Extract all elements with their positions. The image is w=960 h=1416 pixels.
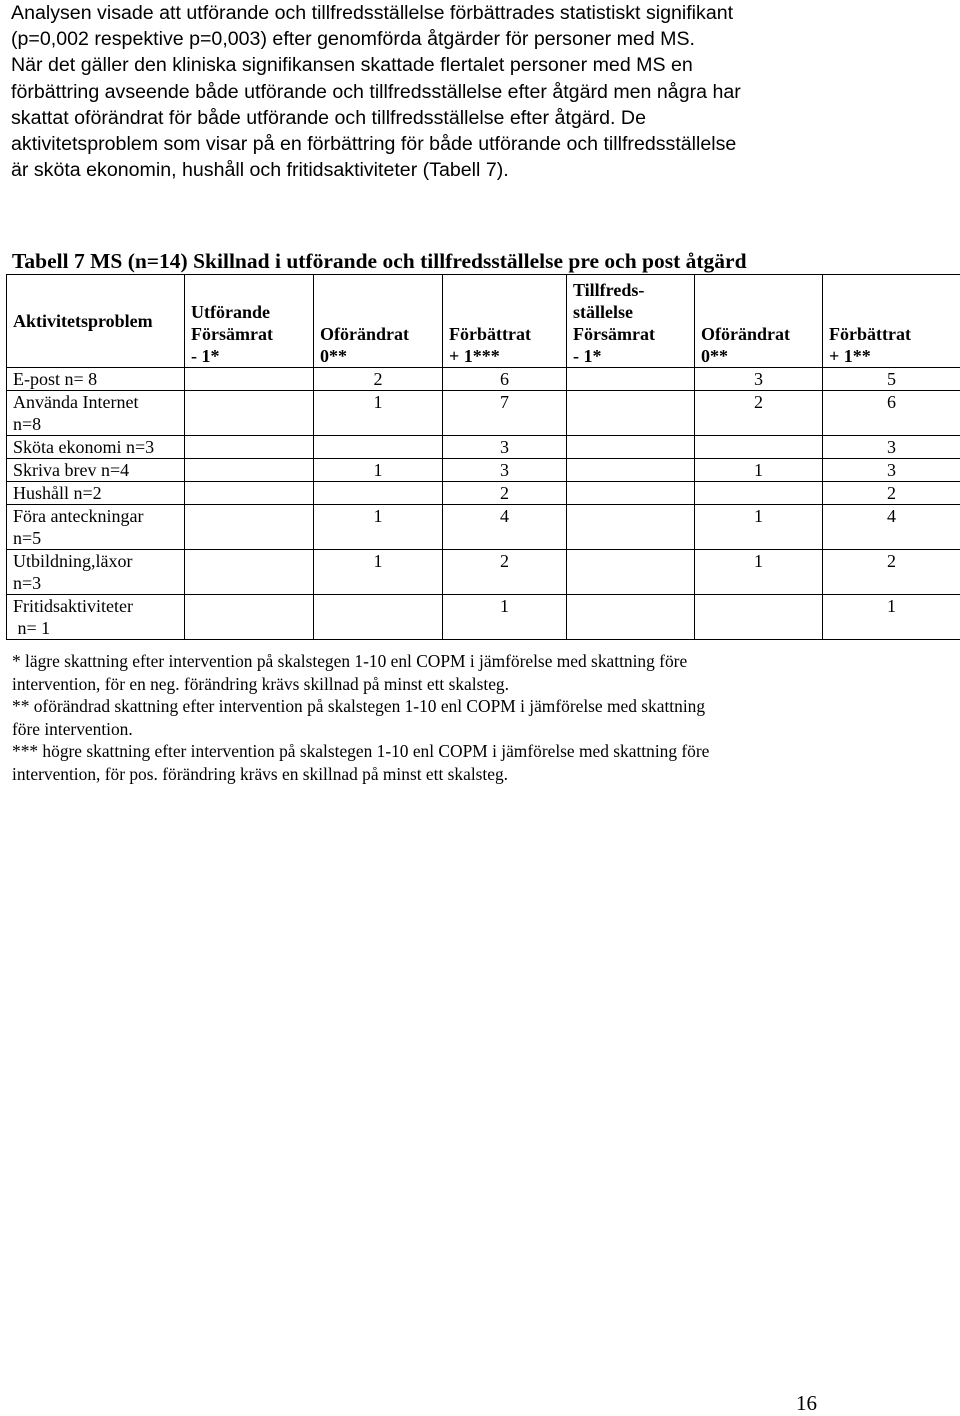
table-cell <box>185 436 314 459</box>
table-cell: 3 <box>823 459 960 482</box>
table-cell <box>314 595 443 640</box>
table-cell: 3 <box>443 436 567 459</box>
intro-line: är sköta ekonomin, hushåll och fritidsaktiviteter (Tabell 7). <box>11 157 951 183</box>
header-text: Oförändrat <box>701 323 822 345</box>
header-text: 0** <box>320 345 442 367</box>
row-label-text: n=8 <box>13 413 184 435</box>
header-text: Oförändrat <box>320 323 442 345</box>
table-cell: 2 <box>314 368 443 391</box>
header-tillfredsstallelse-forbattrat <box>823 275 960 368</box>
header-text: Förbättrat <box>449 323 566 345</box>
row-label <box>7 391 185 436</box>
table-cell <box>567 595 695 640</box>
header-text: Aktivitetsproblem <box>13 310 184 332</box>
table-row <box>7 505 960 550</box>
row-label <box>7 505 185 550</box>
header-text: Utförande <box>191 301 313 323</box>
header-text: Förbättrat <box>829 323 960 345</box>
table-cell: 1 <box>443 595 567 640</box>
row-label-text: Hushåll n=2 <box>13 482 184 504</box>
table-cell <box>695 482 823 505</box>
row-label <box>7 550 185 595</box>
footnote-line: intervention, för pos. förändring krävs en skillnad på minst ett skalsteg. <box>12 763 952 786</box>
header-tillfredsstallelse-oforandrat <box>695 275 823 368</box>
table-cell <box>567 459 695 482</box>
row-label <box>7 482 185 505</box>
table-cell: 2 <box>695 391 823 436</box>
table-row <box>7 459 960 482</box>
table-cell: 2 <box>443 550 567 595</box>
table-cell: 1 <box>314 550 443 595</box>
intro-line: Analysen visade att utförande och tillfredsställelse förbättrades statistiskt signifikant <box>11 0 951 26</box>
table-cell <box>185 368 314 391</box>
header-utforande-forbattrat <box>443 275 567 368</box>
row-label <box>7 459 185 482</box>
footnote-line: intervention, för en neg. förändring krävs skillnad på minst ett skalsteg. <box>12 673 952 696</box>
table-cell: 1 <box>314 505 443 550</box>
header-utforande-oforandrat <box>314 275 443 368</box>
row-label <box>7 368 185 391</box>
table-cell <box>567 550 695 595</box>
table-cell: 1 <box>314 391 443 436</box>
table-cell <box>567 368 695 391</box>
table-cell <box>185 459 314 482</box>
row-label-text: Skriva brev n=4 <box>13 459 184 481</box>
table-cell: 3 <box>443 459 567 482</box>
table-cell: 2 <box>443 482 567 505</box>
intro-line: förbättring avseende både utförande och tillfredsställelse efter åtgärd men några har <box>11 79 951 105</box>
footnote-line: * lägre skattning efter intervention på skalstegen 1-10 enl COPM i jämförelse med skattning före <box>12 650 952 673</box>
header-text: Tillfreds- <box>573 279 694 301</box>
table-cell: 6 <box>443 368 567 391</box>
table-cell: 4 <box>823 505 960 550</box>
row-label-text: n= 1 <box>13 617 184 639</box>
table-cell: 1 <box>695 505 823 550</box>
table-cell <box>185 505 314 550</box>
table-cell <box>567 436 695 459</box>
table-row <box>7 550 960 595</box>
table-cell <box>567 505 695 550</box>
table-footnotes <box>12 650 952 786</box>
table-cell: 1 <box>823 595 960 640</box>
table-row <box>7 482 960 505</box>
table-cell: 2 <box>823 550 960 595</box>
table-row <box>7 368 960 391</box>
intro-line: När det gäller den kliniska signifikansen skattade flertalet personer med MS en <box>11 52 951 78</box>
footnote-line: före intervention. <box>12 718 952 741</box>
table-row <box>7 595 960 640</box>
header-utforande-forsamrat <box>185 275 314 368</box>
row-label-text: Fritidsaktiviteter <box>13 595 184 617</box>
table-cell <box>185 391 314 436</box>
header-text: + 1*** <box>449 345 566 367</box>
table-cell: 3 <box>695 368 823 391</box>
table-row <box>7 391 960 436</box>
row-label-text: n=5 <box>13 527 184 549</box>
table-cell <box>567 482 695 505</box>
table-body <box>7 368 960 640</box>
table-cell <box>185 595 314 640</box>
table-cell <box>314 436 443 459</box>
page-number: 16 <box>796 1391 817 1416</box>
row-label <box>7 595 185 640</box>
table-header <box>7 275 960 368</box>
row-label-text: n=3 <box>13 572 184 594</box>
table-cell <box>314 482 443 505</box>
table-cell <box>567 391 695 436</box>
table-cell: 2 <box>823 482 960 505</box>
intro-paragraph <box>11 0 951 183</box>
header-aktivitetsproblem <box>7 275 185 368</box>
header-text: 0** <box>701 345 822 367</box>
header-text: ställelse <box>573 301 694 323</box>
intro-line: skattat oförändrat för både utförande och tillfredsställelse efter åtgärd. De <box>11 105 951 131</box>
footnote-line: *** högre skattning efter intervention på skalstegen 1-10 enl COPM i jämförelse med skattning före <box>12 740 952 763</box>
table-cell: 4 <box>443 505 567 550</box>
table-cell <box>695 595 823 640</box>
header-row <box>7 275 960 368</box>
table-cell: 6 <box>823 391 960 436</box>
row-label-text: Använda Internet <box>13 391 184 413</box>
table-cell: 1 <box>314 459 443 482</box>
header-tillfredsstallelse-forsamrat <box>567 275 695 368</box>
intro-line: aktivitetsproblem som visar på en förbättring för både utförande och tillfredsställelse <box>11 131 951 157</box>
table-cell: 1 <box>695 459 823 482</box>
header-text: Försämrat <box>573 323 694 345</box>
row-label-text: Föra anteckningar <box>13 505 184 527</box>
header-text: + 1** <box>829 345 960 367</box>
header-text: - 1* <box>573 345 694 367</box>
table-cell: 7 <box>443 391 567 436</box>
row-label <box>7 436 185 459</box>
footnote-line: ** oförändrad skattning efter intervention på skalstegen 1-10 enl COPM i jämförelse med skattning <box>12 695 952 718</box>
header-text: Försämrat <box>191 323 313 345</box>
table-cell <box>185 482 314 505</box>
table-cell <box>185 550 314 595</box>
table-caption: Tabell 7 MS (n=14) Skillnad i utförande och tillfredsställelse pre och post åtgärd <box>12 249 747 274</box>
results-table <box>6 274 960 640</box>
table-cell: 3 <box>823 436 960 459</box>
table-cell: 5 <box>823 368 960 391</box>
table-row <box>7 436 960 459</box>
header-text: - 1* <box>191 345 313 367</box>
row-label-text: Sköta ekonomi n=3 <box>13 436 184 458</box>
table-cell <box>695 436 823 459</box>
row-label-text: E-post n= 8 <box>13 368 184 390</box>
intro-line: (p=0,002 respektive p=0,003) efter genomförda åtgärder för personer med MS. <box>11 26 951 52</box>
row-label-text: Utbildning,läxor <box>13 550 184 572</box>
table-cell: 1 <box>695 550 823 595</box>
